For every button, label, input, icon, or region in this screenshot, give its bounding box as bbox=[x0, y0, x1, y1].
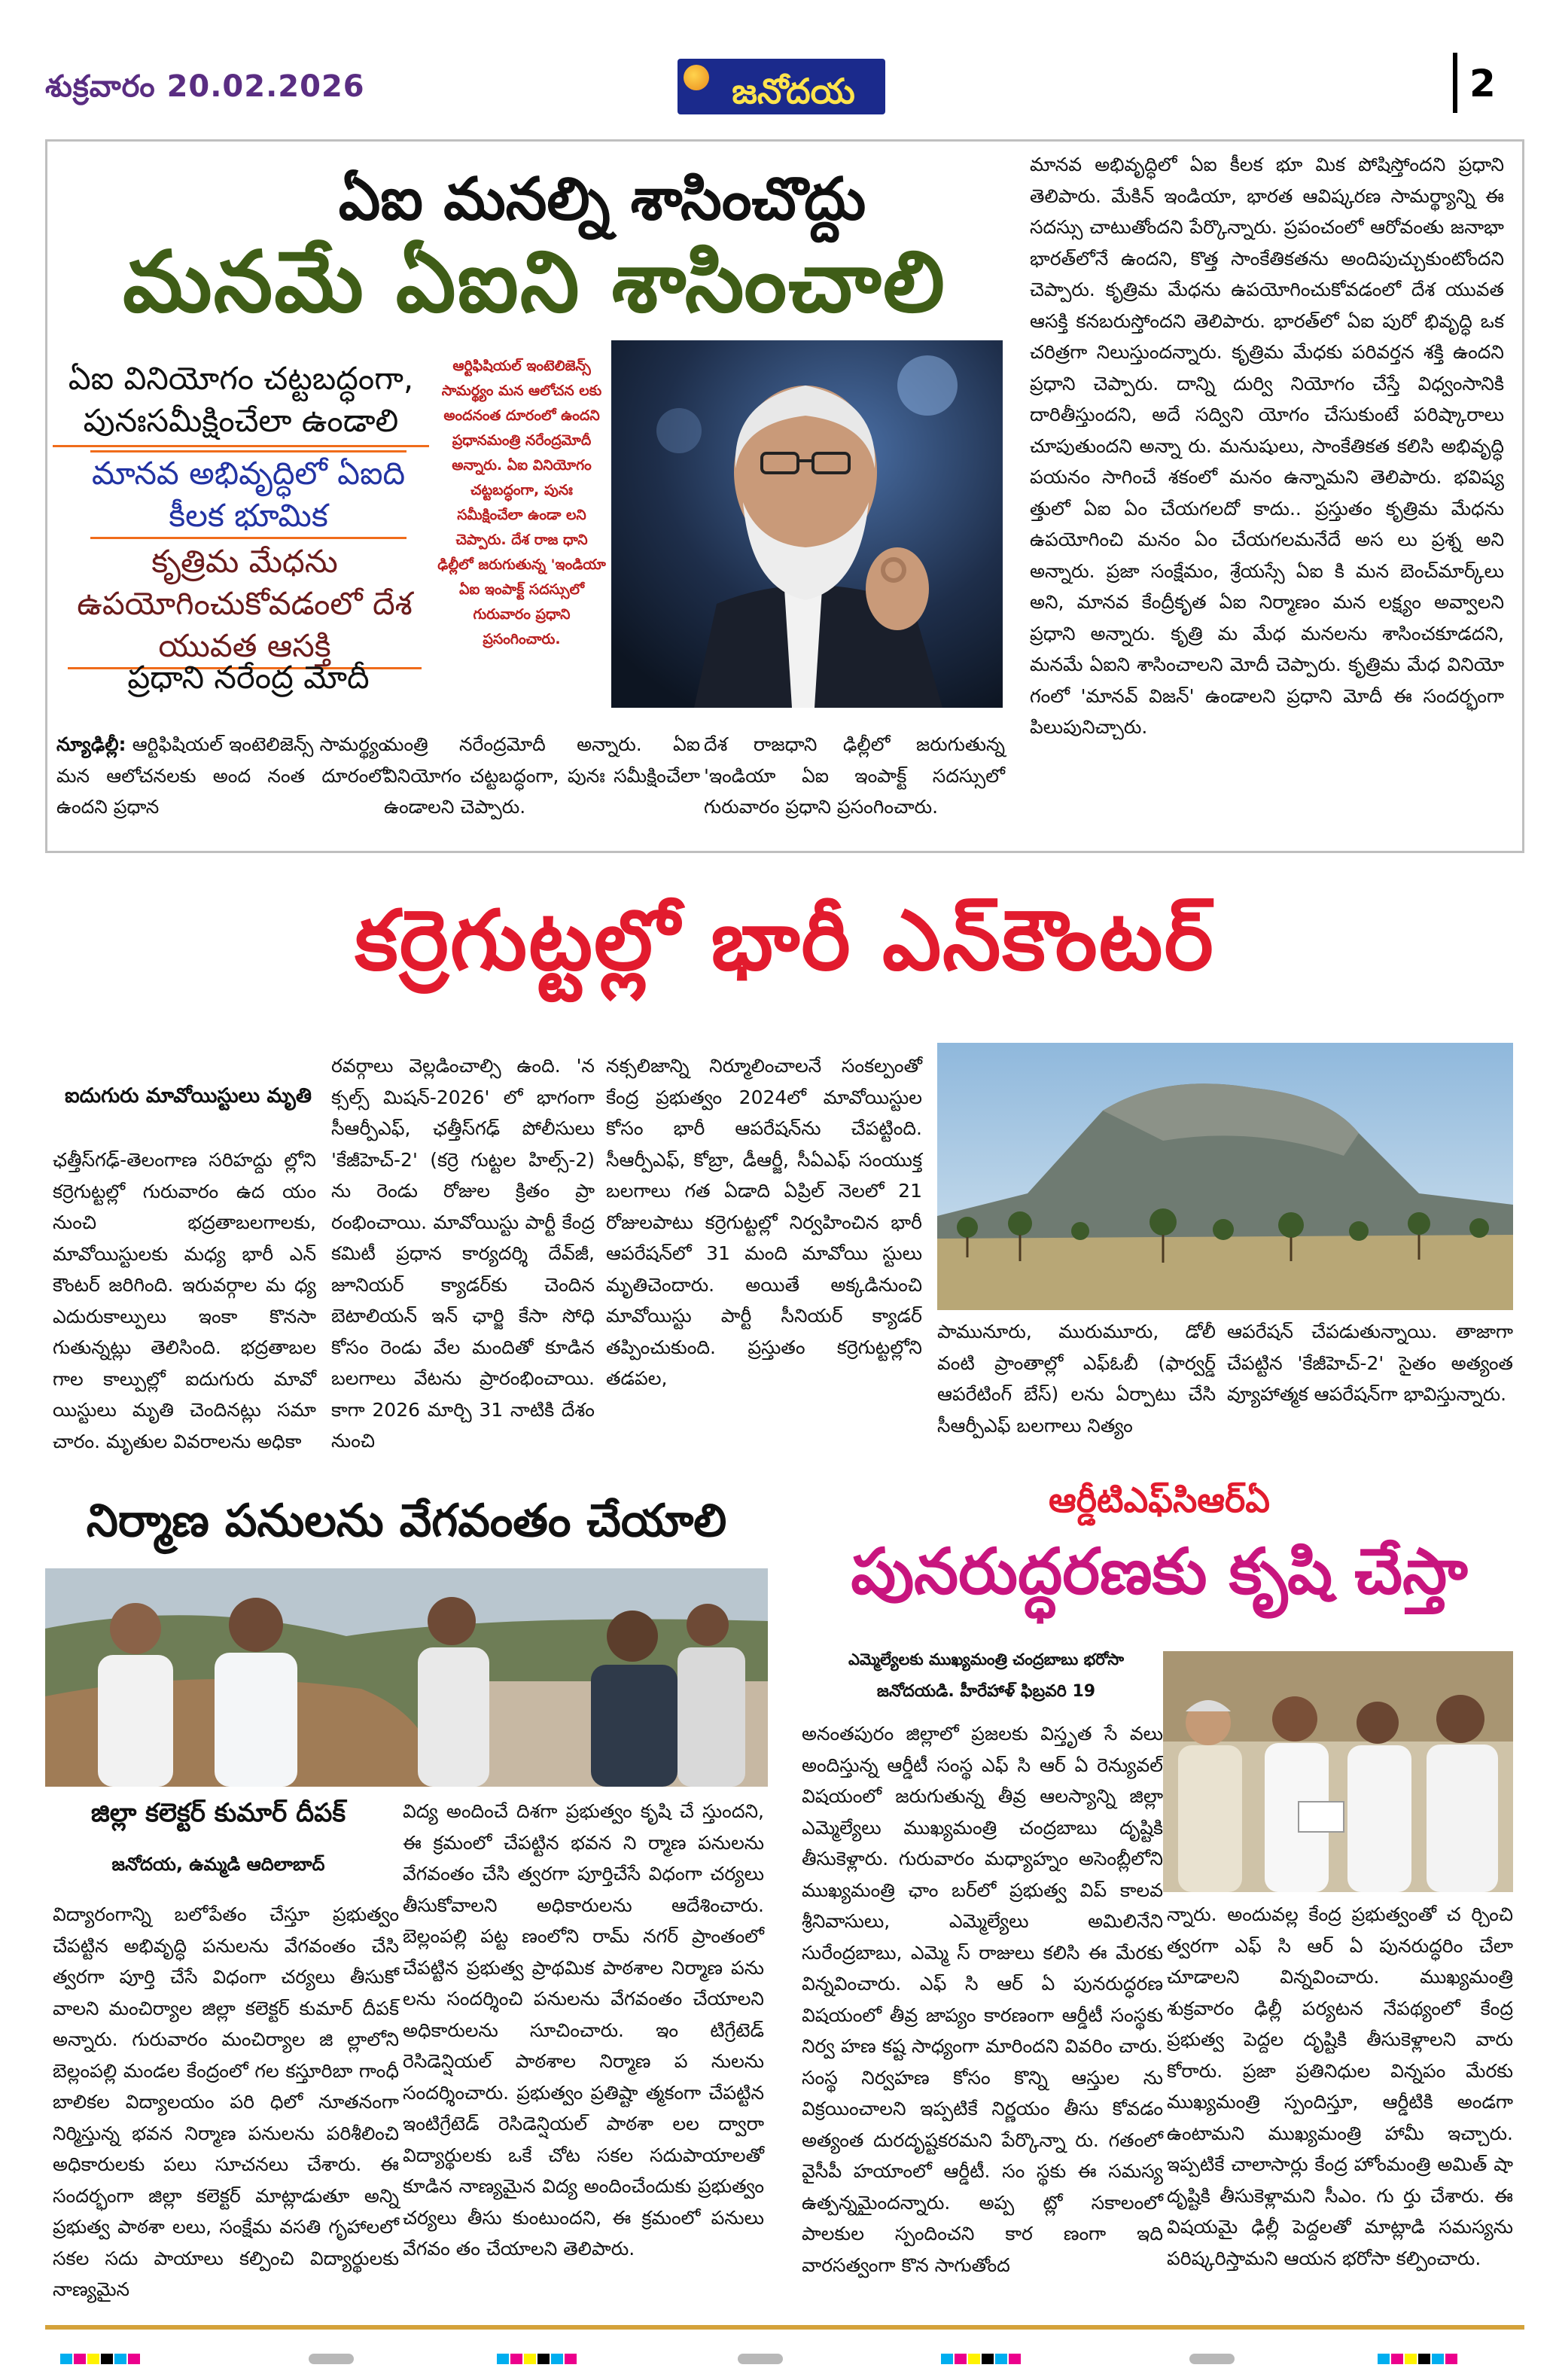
top-story-body-col-1-text: ఆర్టిఫిషియల్ ఇంటెలిజెన్స్ సామర్థ్యం మన ఆలోచనలకు అంద నంత దూరంలో ఉందని ప్రధాన bbox=[56, 733, 388, 818]
top-story-kicker-3: కృత్రిమ మేధను ఉపయోగించుకోవడంలో దేశ యువత ఆసక్తి bbox=[68, 541, 422, 669]
encounter-col-4: పామునూరు, మురుమూరు, డోలీ వంటి ప్రాంతాల్లో ఎఫ్ఓబీ (ఫార్వర్డ్ ఆపరేటింగ్ బేస్) లను ఏర్పాటు చేసి సీఆర్పీఎఫ్ బలగాలు నిత్యం bbox=[937, 1321, 1216, 1437]
encounter-headline: కర్రెగుట్టల్లో భారీ ఎన్‌కౌంటర్ bbox=[355, 892, 1215, 989]
construction-col-1: విద్యారంగాన్ని బలోపేతం చేస్తూ ప్రభుత్వం చేపట్టిన అభివృద్ధి పనులను వేగవంతం చేసి త్వరగా పూర్తి చేసే విధంగా చర్యలు తీసుకో వాలని మంచిర్యాల జిల్లా కలెక్టర్ కుమార్ దీపక్ అన్నారు. గురువారం మంచిర్యాల జి ల్లాలోని బెల్లంపల్లి మండల కేంద్రంలో గల కస్తూరిబా గాంధీ బాలికల విద్యాలయం పరి ధిలో నూతనంగా నిర్మిస్తున్న భవన నిర్మాణ పనులను పరిశీలించి అధికారులకు పలు సూచనలు చేశారు. ఈ సందర్భంగా జిల్లా కలెక్టర్ మాట్లాడుతూ అన్ని ప్రభుత్వ పాఠశా లలు, సంక్షేమ వసతి గృహాలలో సకల సదు పాయాలు కల్పించి విద్యార్థులకు నాణ్యమైన bbox=[53, 1903, 399, 2300]
top-story-headline-2: మనమే ఏఐని శాసించాలి bbox=[123, 233, 946, 331]
encounter-col-5: ఆపరేషన్ చేపడుతున్నాయి. తాజాగా చేపట్టిన 'కేజీహెచ్-2' సైతం అత్యంత వ్యూహాత్మక ఆపరేషన్‌గా భావిస్తున్నారు. bbox=[1227, 1321, 1513, 1405]
construction-col-2: విద్య అందించే దిశగా ప్రభుత్వం కృషి చే స్తుందని, ఈ క్రమంలో చేపట్టిన భవన ని ర్మాణ పనులను వేగవంతం చేసి త్వరగా పూర్తిచేసే విధంగా చర్యలు తీసుకోవాలని అధికారులను ఆదేశించారు. బెల్లంపల్లి పట్ట ణంలోని రామ్ నగర్ ప్రాంతంలో చేపట్టిన ప్రభుత్వ ప్రాథమిక పాఠశాల నిర్మాణ పను లను సందర్శించి పనులను వేగవంతం చేయాలని అధికారులను సూచించారు. ఇం టిగ్రేటెడ్ రెసిడెన్షియల్ పాఠశాల నిర్మాణ ప నులను సందర్శించారు. ప్రభుత్వం ప్రతిష్టా త్మకంగా చేపట్టిన ఇంటిగ్రేటెడ్ రెసిడెన్షియల్ పాఠశా లల ద్వారా విద్యార్థులకు ఒకే చోట సకల సదుపాయాలతో కూడిన నాణ్యమైన విద్య అందించేందుకు ప్రభుత్వం చర్యలు తీసు కుంటుందని, ఈ క్రమంలో పనులు వేగవం తం చేయాలని తెలిపారు. bbox=[403, 1800, 764, 2260]
collector-name-caption: జిల్లా కలెక్టర్ కుమార్ దీపక్ bbox=[90, 1798, 346, 1828]
page-number: 2 bbox=[1469, 62, 1496, 105]
pm-modi-photo-illustration bbox=[611, 340, 1003, 708]
rdt-col-1: అనంతపురం జిల్లాలో ప్రజలకు విస్తృత సే వలు అందిస్తున్న ఆర్డీటీ సంస్థ ఎఫ్ సి ఆర్ ఏ రెన్యువల్ విషయంలో జరుగుతున్న తీవ్ర ఆలస్యాన్ని జిల్లా ఎమ్మెల్యేలు ముఖ్యమంత్రి చంద్రబాబు దృష్టికి తీసుకెళ్లారు. గురువారం మధ్యాహ్నం అసెంబ్లీలోని ముఖ్యమంత్రి ఛాం బర్‌లో ప్రభుత్వ విప్ కాలవ శ్రీనివాసులు, ఎమ్మెల్యేలు అమిలినేని సురేంద్రబాబు, ఎమ్మె స్ రాజులు కలిసి ఈ మేరకు విన్నవించారు. ఎఫ్ సి ఆర్ ఏ పునరుద్ధరణ విషయంలో తీవ్ర జాప్యం కారణంగా ఆర్డీటీ సంస్థకు నిర్వ హణ కష్ట సాధ్యంగా మారిందని వివరిం చారు. సంస్థ నిర్వహణ కోసం కొన్ని ఆస్తుల ను విక్రయించాలని ఇప్పటికే నిర్ణయం తీసు కోవడం అత్యంత దురదృష్టకరమని పేర్కొన్నా రు. గతంలో వైసీపీ హయాంలో ఆర్డీటీ. సం స్థకు ఈ సమస్య ఉత్పన్నమైందన్నారు. అప్ప ట్లో సకాలంలో పాలకుల స్పందించని కార ణంగా ఇది వారసత్వంగా కొన సాగుతోంద bbox=[802, 1723, 1163, 2276]
color-registration-mark bbox=[60, 2354, 142, 2364]
registration-pill bbox=[738, 2354, 783, 2364]
pm-modi-photo bbox=[611, 340, 1003, 708]
top-story-dateline: న్యూఢిల్లీ: bbox=[56, 733, 126, 755]
color-registration-mark bbox=[497, 2354, 578, 2364]
cm-meeting-photo-illustration bbox=[1163, 1651, 1513, 1892]
rdt-kicker: ఆర్డీటిఎఫ్‌సిఆర్ఏ bbox=[1049, 1480, 1270, 1520]
encounter-subhead: ఐదుగురు మావోయిస్టులు మృతి bbox=[65, 1084, 312, 1108]
collector-inspection-photo bbox=[45, 1568, 768, 1787]
top-story-kicker-attribution: ప్రధాని నరేంద్ర మోదీ bbox=[127, 659, 370, 696]
masthead-title: జనోదయ bbox=[732, 71, 855, 111]
inspection-photo-illustration bbox=[45, 1568, 768, 1787]
top-story-headline-1: ఏఐ మనల్ని శాసించొద్దు bbox=[338, 166, 866, 233]
page-number-divider bbox=[1453, 53, 1457, 113]
top-story-right-column: మానవ అభివృద్ధిలో ఏఐ కీలక భూ మిక పోషిస్తోందని ప్రధాని తెలిపారు. మేకిన్ ఇండియా, భారత ఆవిష్కరణ సామర్థ్యాన్ని ఈ సదస్సు చాటుతోందని పేర్కొన్నారు. ప్రపంచంలో ఆరోవంతు జనాభా భారత్‌లోనే ఉందని, కొత్త సాంకేతికతను అందిపుచ్చుకుంటోందని చెప్పారు. కృత్రిమ మేధను ఉపయోగించుకోవడంలో దేశ యువత ఆసక్తి కనబరుస్తోందని తెలిపారు. భారత్‌లో ఏఐ పురో భివృద్ధి ఒక చరిత్రగా నిలుస్తుందన్నారు. కృత్రిమ మేధకు పరివర్తన శక్తి ఉందని ప్రధాని చెప్పారు. దాన్ని దుర్వి నియోగం చేస్తే విధ్వంసానికి దారితీస్తుందని, అదే సద్విని యోగం చేసుకుంటే పరిష్కారాలు చూపుతుందని అన్నా రు. మనుషులు, సాంకేతికత కలిసి అభివృద్ధి పయనం సాగించే శకంలో మనం ఉన్నామని తెలిపారు. భవిష్య త్తులో ఏఐ ఏం చేయగలదో కాదు.. ప్రస్తుతం కృత్రిమ మేధను ఉపయోగించి మనం ఏం చేయగలమనేదే అస లు ప్రశ్న అని అన్నారు. ప్రజా సంక్షేమం, శ్రేయస్సే ఏఐ కి మన బెంచ్‌మార్క్‌లు అని, మానవ కేంద్రీకృత ఏఐ నిర్మాణం మన లక్ష్యం అవ్వాలని ప్రధాని అన్నారు. కృత్రి మ మేధ మనలను శాసించకూడదని, మనమే ఏఐని శాసించాలని మోదీ చెప్పారు. కృత్రిమ మేధ వినియో గంలో 'మానవ్ విజన్' ఉండాలని ప్రధాని మోదీ ఈ సందర్భంగా పిలుపునిచ్చారు. bbox=[1030, 154, 1504, 738]
rdt-dateline: జనోదయడి. హీరేహాళ్ ఫిబ్రవరి 19 bbox=[876, 1682, 1096, 1701]
rdt-headline: పునరుద్ధరణకు కృషి చేస్తా bbox=[851, 1534, 1468, 1608]
photo-caption: ఆర్టిఫిషియల్ ఇంటెలిజెన్స్ సామర్థ్యం మన ఆలోచన లకు అందనంత దూరంలో ఉందని ప్రధానమంత్రి నరేంద్రమోదీ అన్నారు. ఏఐ వినియోగం చట్టబద్ధంగా, పునః సమీక్షించేలా ఉండా లని చెప్పారు. దేశ రాజ ధాని ఢిల్లీలో జరుగుతున్న 'ఇండియా ఏఐ ఇంపాక్ట్ సదస్సులో గురువారం ప్రధాని ప్రసంగించారు. bbox=[437, 358, 606, 648]
issue-date: శుక్రవారం 20.02.2026 bbox=[45, 69, 365, 104]
masthead-logo bbox=[678, 59, 885, 114]
rdt-subhead: ఎమ్మెల్యేలకు ముఖ్యమంత్రి చంద్రబాబు భరోసా bbox=[848, 1650, 1125, 1668]
construction-dateline: జనోదయ, ఉమ్మడి ఆదిలాబాద్ bbox=[111, 1854, 325, 1875]
top-story-body-col-3: దేశ రాజధాని ఢిల్లీలో జరుగుతున్న 'ఇండియా ఏఐ ఇంపాక్ట్ సదస్సులో గురువారం ప్రధాని ప్రసంగించారు. bbox=[704, 733, 1005, 818]
rdt-col-2: న్నారు. అందువల్ల కేంద్ర ప్రభుత్వంతో చ ర్చించి త్వరగా ఎఫ్ సి ఆర్ ఏ పునరుద్ధరిం చేలా చూడాలని విన్నవించారు. ముఖ్యమంత్రి శుక్రవారం ఢిల్లీ పర్యటన నేపథ్యంలో కేంద్ర ప్రభుత్వ పెద్దల దృష్టికి తీసుకెళ్లాలని వారు కోరారు. ప్రజా ప్రతినిధుల విన్నపం మేరకు ముఖ్యమంత్రి స్పందిస్తూ, ఆర్డీటికి అండగా ఉంటామని ముఖ్యమంత్రి హామీ ఇచ్చారు. ఇప్పటికే చాలాసార్లు కేంద్ర హోంమంత్రి అమిత్ షా దృష్టికి తీసుకెళ్లామని సీఎం. గు ర్తు చేశారు. ఈ విషయమై ఢిల్లీ పెద్దలతో మాట్లాడి సమస్యను పరిష్కరిస్తామని ఆయన భరోసా కల్పించారు. bbox=[1167, 1903, 1513, 2269]
encounter-col-2: రవర్గాలు వెల్లడించాల్సి ఉంది. 'న క్సల్స్ మిషన్-2026' లో భాగంగా సీఆర్పీఎఫ్, ఛత్తీస్‌గఢ్ పోలీసులు 'కేజీహెచ్-2' (కర్రె గుట్టల హిల్స్-2) ను రెండు రోజుల క్రితం ప్రా రంభించాయి. మావోయిస్టు పార్టీ కేంద్ర కమిటీ ప్రధాన కార్యదర్శి దేవ్‌జీ, జూనియర్ క్యాడర్‌కు చెందిన బెటాలియన్ ఇన్ ఛార్జి కేసా సోధి కోసం రెండు వేల మందితో కూడిన బలగాలు వేటను ప్రారంభించాయి. కాగా 2026 మార్చి 31 నాటికి దేశం నుంచి bbox=[331, 1055, 595, 1452]
top-story-kicker-1: ఏఐ వినియోగం చట్టబద్ధంగా, పునఃసమీక్షించేలా ఉండాలి bbox=[53, 358, 429, 447]
cm-meeting-photo bbox=[1163, 1651, 1513, 1892]
footer-rule bbox=[45, 2325, 1524, 2330]
registration-pill bbox=[1189, 2354, 1235, 2364]
top-story-body-col-1 bbox=[56, 729, 388, 823]
encounter-col-1: ఛత్తీస్‌గఢ్-తెలంగాణ సరిహద్దు ల్లోని కర్రెగుట్టల్లో గురువారం ఉద యం నుంచి భద్రతాబలగాలకు, మావోయిస్టులకు మధ్య భారీ ఎన్ కౌంటర్ జరిగింది. ఇరువర్గాల మ ధ్య ఎదురుకాల్పులు ఇంకా కొనసా గుతున్నట్లు తెలిసింది. భద్రతాబల గాల కాల్పుల్లో ఐదుగురు మావో యిస్టులు మృతి చెందినట్లు సమా చారం. మృతుల వివరాలను అధికా bbox=[53, 1149, 316, 1452]
color-registration-mark bbox=[941, 2354, 1022, 2364]
karregutta-hill-photo bbox=[937, 1043, 1513, 1310]
top-story-body-col-2: మంత్రి నరేంద్రమోదీ అన్నారు. ఏఐ వినియోగం చట్టబద్ధంగా, పునః సమీక్షించేలా ఉండాలని చెప్పారు. bbox=[384, 733, 700, 818]
registration-pill bbox=[309, 2354, 354, 2364]
construction-headline: నిర్మాణ పనులను వేగవంతం చేయాలి bbox=[86, 1495, 727, 1547]
top-story-kicker-2: మానవ అభివృద్ధిలో ఏఐది కీలక భూమిక bbox=[90, 450, 407, 539]
encounter-col-3: నక్సలిజాన్ని నిర్మూలించాలనే సంకల్పంతో కేంద్ర ప్రభుత్వం 2024లో మావోయిస్టుల కోసం భారీ ఆపరేషన్‌ను చేపట్టింది. సీఆర్పీఎఫ్, కోబ్రా, డీఆర్జీ, సీఏఎఫ్ సంయుక్త బలగాలు గత ఏడాది ఏప్రిల్ నెలలో 21 రోజులపాటు కర్రెగుట్టల్లో నిర్వహించిన భారీ ఆపరేషన్‌లో 31 మంది మావోయి స్టులు మృతిచెందారు. అయితే అక్కడినుంచి మావోయిస్టు పార్టీ సీనియర్ క్యాడర్ తప్పించుకుంది. ప్రస్తుతం కర్రెగుట్టల్లోని తడపల, bbox=[606, 1055, 922, 1389]
photo-caption-box bbox=[434, 351, 609, 702]
color-registration-mark bbox=[1378, 2354, 1459, 2364]
hill-photo-illustration bbox=[937, 1043, 1513, 1310]
